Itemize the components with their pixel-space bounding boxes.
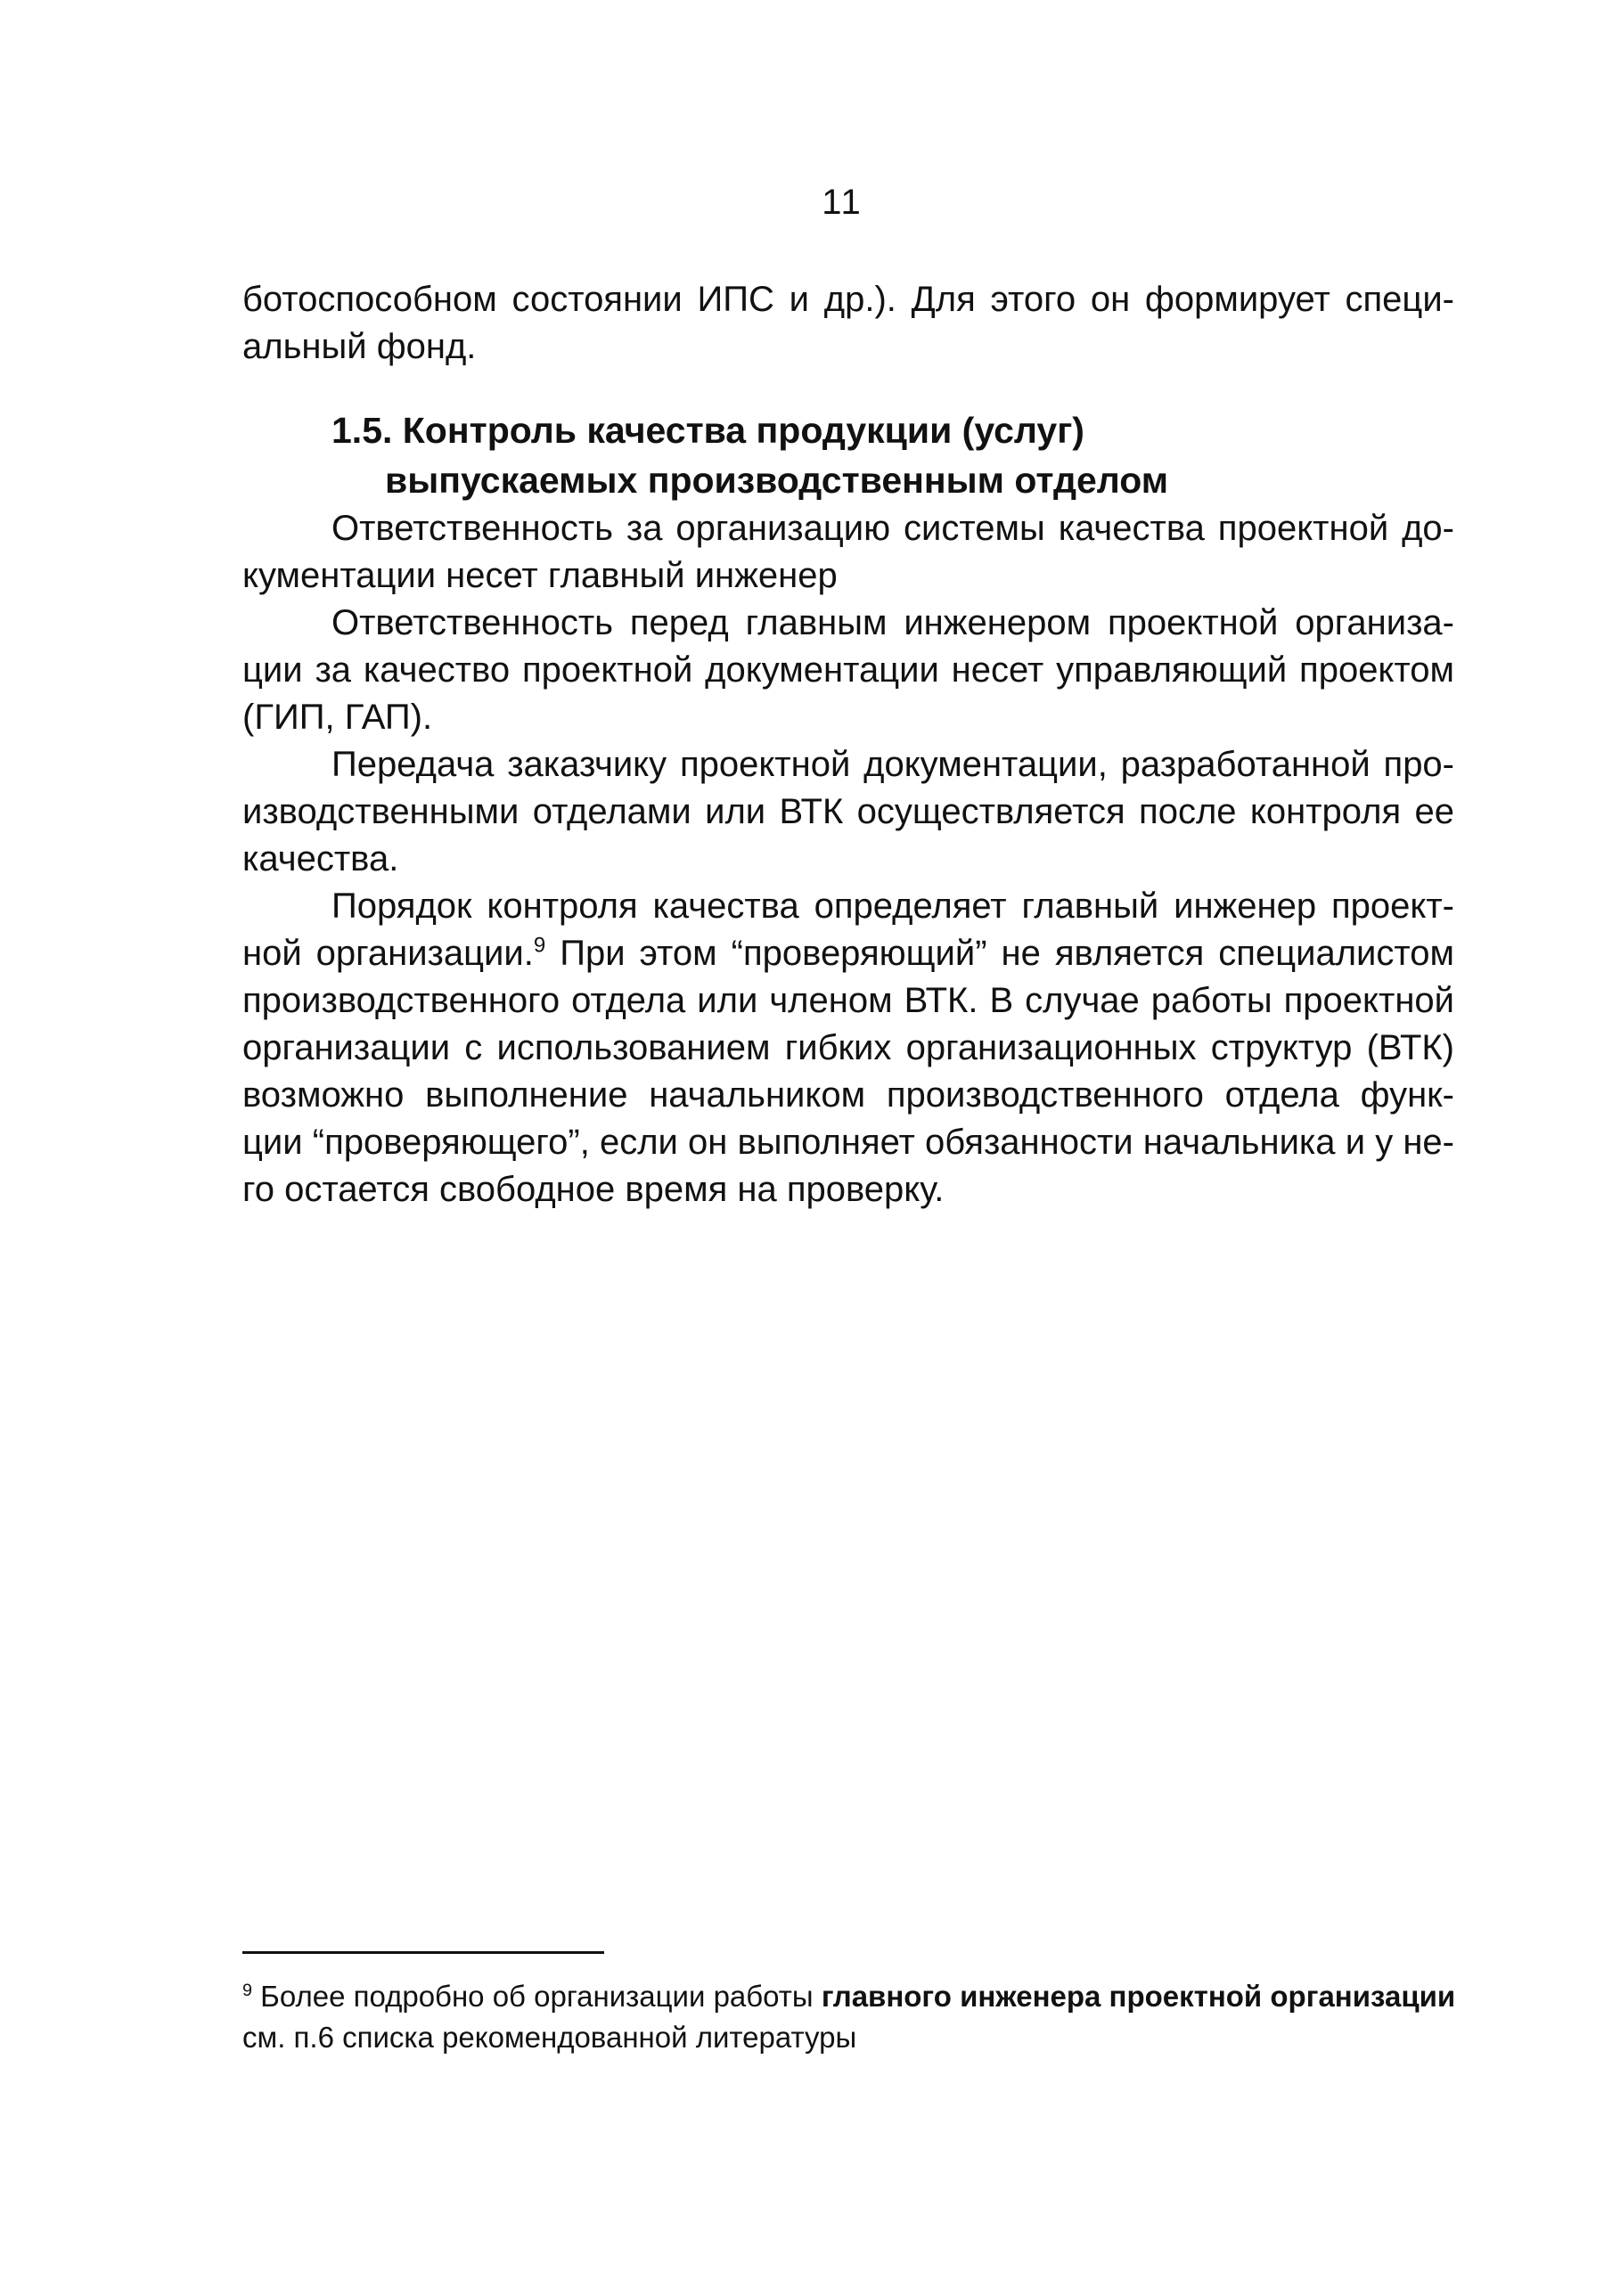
paragraph-line — [242, 930, 1454, 977]
paragraph-text: При этом “проверяющий” не является специалистом — [545, 934, 1455, 973]
paragraph-line: качества. — [242, 839, 399, 878]
paragraph-line: ции “проверяющего”, если он выполняет обязанности начальника и у не- — [242, 1123, 1454, 1162]
footnote — [242, 1976, 1454, 2058]
intro-line: ботоспособном состоянии ИПС и др.). Для этого он формирует специ- — [242, 280, 1454, 319]
footnote-line: см. п.6 списка рекомендованной литературы — [242, 2021, 857, 2054]
paragraph — [242, 883, 1454, 1213]
intro-text — [242, 276, 1454, 371]
paragraph-line: ции за качество проектной документации несет управляющий проектом — [242, 650, 1454, 690]
paragraph-line: организации с использованием гибких организационных структур (ВТК) — [242, 1028, 1454, 1067]
paragraph-text: ной организации. — [242, 934, 534, 973]
paragraph-line: изводственными отделами или ВТК осуществляется после контроля ее — [242, 792, 1454, 831]
paragraph-line: Передача заказчику проектной документации, разработанной про- — [331, 745, 1454, 784]
section-heading-line: выпускаемых производственным отделом — [385, 460, 1169, 501]
paragraph-line: возможно выполнение начальником производственного отдела функ- — [242, 1075, 1454, 1115]
paragraph-line: производственного отдела или членом ВТК. В случае работы проектной — [242, 981, 1454, 1020]
paragraph-line: (ГИП, ГАП). — [242, 698, 433, 737]
paragraph-line: Ответственность за организацию системы качества проектной до- — [331, 509, 1454, 548]
paragraph-line: го остается свободное время на проверку. — [242, 1170, 945, 1209]
paragraph-line: Порядок контроля качества определяет главный инженер проект- — [331, 887, 1454, 926]
section-body — [242, 505, 1454, 1213]
section-heading — [242, 405, 1454, 505]
footnote-text: Более подробно об организации работы — [252, 1980, 822, 2013]
footnote-marker: 9 — [242, 1981, 253, 2000]
footnote-divider — [242, 1951, 604, 1954]
intro-line: альный фонд. — [242, 327, 477, 366]
paragraph — [242, 741, 1454, 883]
section-heading-line: 1.5. Контроль качества продукции (услуг) — [331, 410, 1084, 451]
footnote-reference[interactable]: 9 — [533, 933, 546, 958]
paragraph-line: кументации несет главный инженер — [242, 556, 838, 595]
paragraph — [242, 505, 1454, 600]
footnote-line — [242, 1976, 1454, 2017]
page-number: 11 — [822, 183, 863, 222]
paragraph-line: Ответственность перед главным инженером проектной организа- — [331, 603, 1454, 642]
paragraph — [242, 600, 1454, 741]
footnote-text-bold: главного инженера проектной организации — [821, 1980, 1456, 2013]
